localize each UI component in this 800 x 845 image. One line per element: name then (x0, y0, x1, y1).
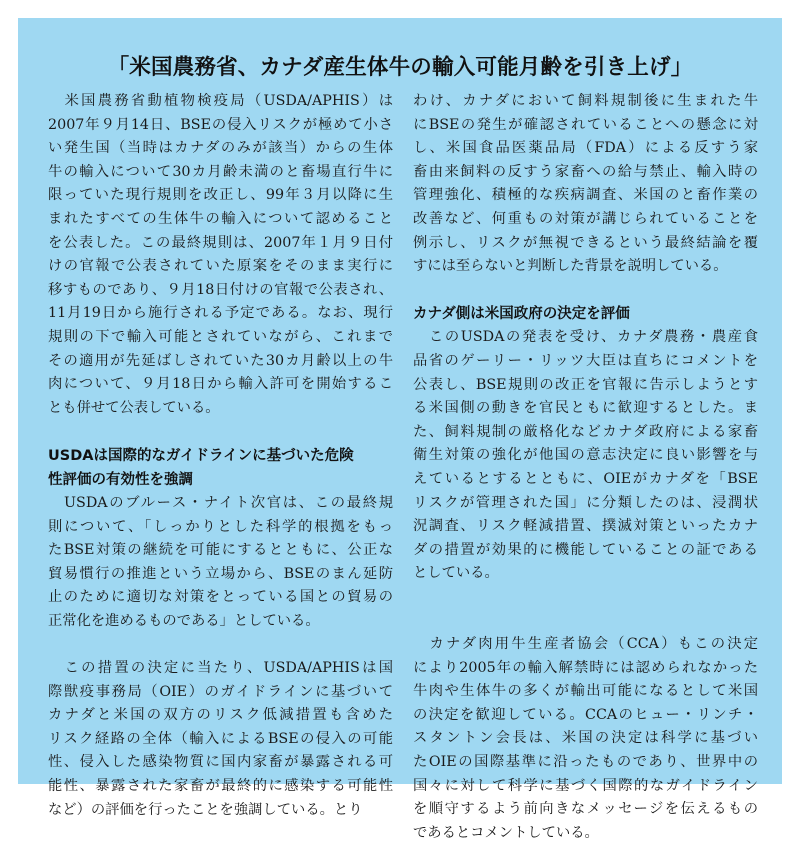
paragraph-line: カナダ肉用牛生産者協会（CCA）もこの決定 (413, 636, 758, 653)
paragraph-line: リスク経路の全体（輸入によるBSEの侵入の可能 (48, 730, 393, 747)
paragraph-line: 管理強化、積極的な疾病調査、米国のと畜作業の (413, 187, 758, 204)
paragraph-line: により2005年の輸入解禁時には認められなかった (413, 659, 758, 676)
paragraph-line: たOIEの国際基準に沿ったものであり、世界中の (413, 754, 758, 771)
paragraph-line: を公表した。この最終規則は、2007年１月９日付 (48, 234, 393, 251)
section-heading-line: USDAは国際的なガイドラインに基づいた危険 (48, 447, 354, 464)
paragraph-line: ダの措置が効果的に機能していることの証である (413, 541, 758, 558)
paragraph-line: 肉について、９月18日から輸入許可を開始するこ (48, 376, 393, 393)
blank-line (48, 633, 393, 657)
paragraph-line: この措置の決定に当たり、USDA/APHISは国 (48, 660, 393, 677)
left-column (48, 90, 393, 822)
paragraph-line: 性、侵入した感染物質に国内家畜が暴露される可 (48, 754, 393, 771)
paragraph-line: た、飼料規制の厳格化などカナダ政府による家畜 (413, 423, 758, 440)
paragraph-line: 正常化を進めるものである」としている。 (48, 612, 320, 629)
blank-line (48, 420, 393, 444)
paragraph-line: 際獣疫事務局（OIE）のガイドラインに基づいて (48, 683, 393, 700)
blank-line (413, 279, 758, 303)
blank-line (413, 609, 758, 633)
paragraph-line: の決定を歓迎している。CCAのヒュー・リンチ・ (413, 706, 758, 723)
paragraph-line: 規則の下で輸入可能とされていながら、これまで (48, 328, 393, 345)
paragraph-line: し、米国食品医薬品局（FDA）による反すう家 (413, 140, 758, 157)
paragraph-line: 貿易慣行の推進という立場から、BSEのまん延防 (48, 565, 393, 582)
right-column (413, 90, 758, 845)
paragraph-line: 国々に対して科学に基づく国際的なガイドライン (413, 777, 758, 794)
paragraph-line: 米国農務省動植物検疫局（USDA/APHIS）は (48, 93, 393, 109)
section-heading-line: カナダ側は米国政府の決定を評価 (413, 306, 630, 323)
paragraph-line: スタントン会長は、米国の決定は科学に基づい (413, 730, 758, 747)
paragraph-line: 限っていた現行規則を改正し、99年３月以降に生 (48, 187, 393, 204)
paragraph-line: カナダと米国の双方のリスク低減措置も含めた (48, 707, 393, 724)
paragraph-line: けの官報で公表されていた原案をそのまま実行に (48, 258, 393, 275)
paragraph-line: る米国側の動きを官民ともに歓迎するとした。ま (413, 400, 758, 417)
paragraph-line: リスクが管理された国」に分類したのは、浸潤状 (413, 494, 758, 511)
paragraph-line: 牛肉や生体牛の多くが輸出可能になるとして米国 (413, 683, 758, 700)
paragraph-line: 例示し、リスクが無視できるという最終結論を覆 (413, 234, 758, 251)
paragraph-line: このUSDAの発表を受け、カナダ農務・農産食 (413, 329, 758, 346)
paragraph-line: 移すものであり、９月18日付けの官報で公表され、 (48, 281, 393, 298)
paragraph-line: その適用が先延ばしされていた30カ月齢以上の牛 (48, 352, 393, 369)
paragraph-line: 止のために適切な対策をとっている国との貿易の (48, 589, 393, 606)
paragraph-line: 畜由来飼料の反すう家畜への給与禁止、輸入時の (413, 163, 758, 180)
paragraph-line: にBSEの発生が確認されていることへの懸念に対 (413, 116, 758, 133)
section-heading-line: 性評価の有効性を強調 (48, 471, 193, 488)
article-panel (18, 18, 782, 841)
paragraph-line: を順守するよう前向きなメッセージを伝えるもの (413, 801, 758, 818)
paragraph-line: すには至らないと判断した背景を説明している。 (413, 258, 728, 275)
blank-line (413, 586, 758, 610)
paragraph-line: 品省のゲーリー・リッツ大臣は直ちにコメントを (413, 352, 758, 369)
article-title: 「米国農務省、カナダ産生体牛の輸入可能月齢を引き上げ」 (107, 55, 693, 80)
paragraph-line: とも併せて公表している。 (48, 399, 220, 416)
paragraph-line: 2007年９月14日、BSEの侵入リスクが極めて小さ (48, 116, 393, 133)
paragraph-line: 改善など、何重もの対策が講じられていることを (413, 210, 758, 227)
paragraph-line: 能性、暴露された家畜が最終的に感染する可能性 (48, 778, 393, 795)
paragraph-line: 公表し、BSE規則の改正を官報に告示しようとす (413, 376, 758, 393)
paragraph-line: 則について、「しっかりとした科学的根拠をもっ (48, 518, 393, 535)
paragraph-line: など）の評価を行ったことを強調している。とり (48, 801, 363, 818)
paragraph-line: であるとコメントしている。 (413, 824, 599, 841)
paragraph-line: まれたすべての生体牛の輸入について認めること (48, 210, 393, 227)
paragraph-line: 牛の輸入について30カ月齢未満のと畜場直行牛に (48, 163, 393, 180)
paragraph-line: 衛生対策の強化が他国の意志決定に良い影響を与 (413, 447, 758, 464)
paragraph-line: い発生国（当時はカナダのみが該当）からの生体 (48, 140, 393, 157)
paragraph-line: 11月19日から施行される予定である。なお、現行 (48, 305, 393, 322)
paragraph-line: えているとするとともに、OIEがカナダを「BSE (413, 470, 758, 487)
paragraph-line: USDAのブルース・ナイト次官は、この最終規 (48, 494, 393, 511)
paragraph-line: としている。 (413, 565, 499, 582)
paragraph-line: 況調査、リスク軽減措置、撲滅対策といったカナ (413, 518, 758, 535)
paragraph-line: わけ、カナダにおいて飼料規制後に生まれた牛 (413, 93, 758, 109)
paragraph-line: たBSE対策の継続を可能にするとともに、公正な (48, 542, 393, 559)
